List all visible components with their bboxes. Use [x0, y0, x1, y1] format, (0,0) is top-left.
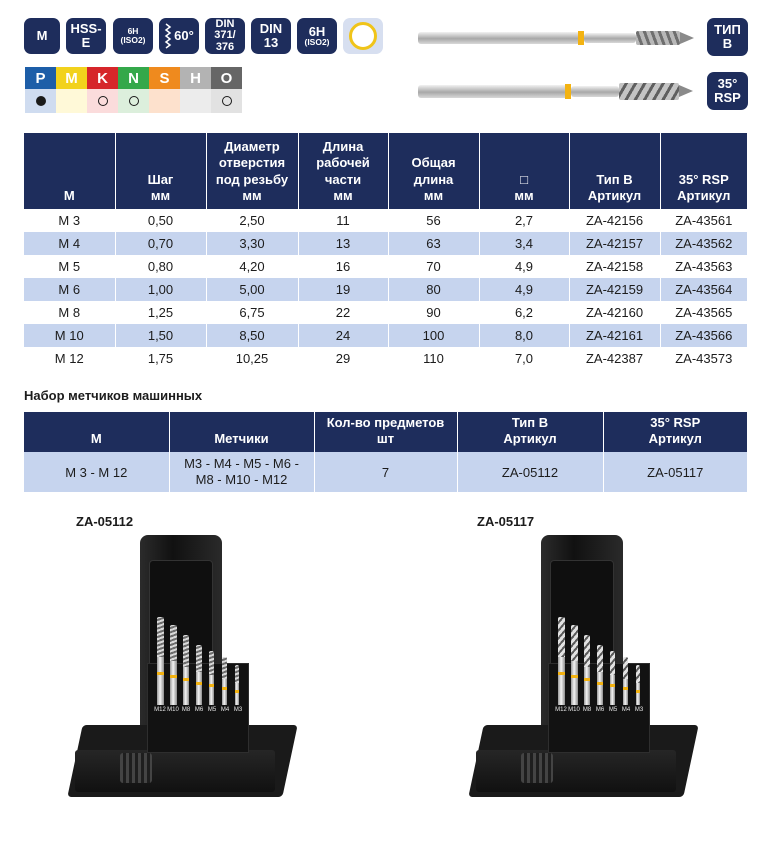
thread-angle-badge — [159, 18, 199, 54]
tap-thread — [157, 617, 164, 657]
header-line: мм — [423, 187, 444, 203]
tap-ring — [157, 672, 164, 675]
tap-shank — [170, 661, 177, 705]
column-header — [660, 133, 747, 209]
tap-shank — [584, 667, 590, 705]
tap-shank — [157, 657, 164, 705]
tap-ring — [610, 684, 615, 687]
tap-ring — [636, 690, 640, 693]
tap-m10 — [571, 625, 578, 705]
tap-m5 — [610, 651, 615, 705]
header-line: M — [90, 430, 102, 446]
table-cell: ZA-43563 — [675, 259, 733, 274]
header-line: Шаг — [147, 171, 174, 187]
table-cell: 6,2 — [479, 301, 569, 324]
column-header — [115, 133, 206, 209]
tolerance-badge-2 — [297, 18, 337, 54]
case-label-type-b: ZA-05112 — [76, 514, 134, 529]
thread-type-badge — [24, 18, 60, 54]
table-cell: 2,7 — [479, 209, 569, 232]
tap-ring — [170, 675, 177, 678]
case-label-rsp: ZA-05117 — [477, 514, 535, 529]
column-header — [388, 133, 479, 209]
badge-text: E — [81, 35, 91, 50]
header-line: шт — [376, 430, 395, 446]
table-header-row — [24, 133, 747, 209]
table-row — [24, 209, 747, 232]
material-letter-m: M — [56, 67, 87, 89]
tap-shank — [209, 675, 214, 705]
material-suitability-p — [25, 89, 56, 113]
table-cell: ZA-43573 — [675, 351, 733, 366]
table-cell: 29 — [298, 347, 388, 370]
case-latch — [120, 753, 152, 783]
table-cell: ZA-43561 — [675, 213, 733, 228]
table-cell: 110 — [388, 347, 479, 370]
header-line: отверстия — [218, 155, 286, 171]
header-line: Артикул — [648, 430, 702, 446]
header-line: части — [324, 171, 362, 187]
table-cell: 4,9 — [479, 278, 569, 301]
tap-thread — [623, 657, 628, 679]
table-row — [24, 255, 747, 278]
header-line: мм — [514, 187, 534, 203]
badge-text: HSS- — [70, 21, 102, 37]
header-line: Артикул — [503, 430, 557, 446]
type-b-badge — [707, 18, 748, 56]
material-suitability-m — [56, 89, 87, 113]
table-row — [24, 347, 747, 370]
tap-type-b-image — [418, 28, 690, 50]
table-cell: ZA-42159 — [569, 278, 660, 301]
tap-m8 — [584, 635, 590, 705]
table-cell: ZA-05112 — [457, 452, 603, 492]
tap-size-label: M5 — [608, 707, 618, 713]
table-cell: 10,25 — [206, 347, 298, 370]
tap-ring — [222, 687, 227, 690]
tap-thread — [597, 645, 603, 672]
tap-m12 — [157, 617, 164, 705]
column-header — [457, 412, 603, 452]
header-line: 35° RSP — [650, 414, 701, 430]
table-cell: ZA-42161 — [569, 324, 660, 347]
tap-thread — [610, 651, 615, 675]
header-line: длина — [413, 171, 454, 187]
tap-set-case-rsp — [476, 535, 691, 825]
tap-m8 — [183, 635, 189, 705]
badge-text: DIN — [259, 21, 283, 37]
table-row — [24, 452, 747, 492]
badge-text: (ISO2) — [304, 37, 330, 48]
badge-text: B — [722, 36, 733, 51]
hollow-circle-icon — [222, 96, 232, 106]
table-cell: 22 — [298, 301, 388, 324]
case-front — [75, 750, 275, 792]
table-cell: 1,00 — [115, 278, 206, 301]
tap-shank — [183, 667, 189, 705]
tap-ring — [584, 678, 590, 681]
section-title: Набор метчиков машинных — [24, 388, 203, 403]
table-cell: 6,75 — [206, 301, 298, 324]
table-cell: 2,50 — [206, 209, 298, 232]
tap-size-label: M4 — [621, 707, 631, 713]
table-cell: M 6 — [24, 278, 115, 301]
table-cell: M 12 — [24, 347, 115, 370]
tap-m4 — [222, 657, 227, 705]
table-cell: 4,9 — [479, 255, 569, 278]
column-header — [206, 133, 298, 209]
tap-thread — [222, 657, 227, 679]
material-suitability-s — [149, 89, 180, 113]
tap-specs-table — [24, 133, 747, 370]
material-letter-o: O — [211, 67, 242, 89]
column-header — [603, 412, 747, 452]
hollow-circle-icon — [129, 96, 139, 106]
header-line: мм — [333, 187, 353, 203]
tap-size-label: M12 — [555, 707, 567, 713]
header-line: под резьбу — [215, 171, 289, 187]
column-header — [569, 133, 660, 209]
material-hsse-badge — [66, 18, 106, 54]
badge-text: 376 — [215, 40, 235, 53]
header-line: Общая — [411, 155, 456, 171]
tap-shank — [558, 657, 565, 705]
table-cell: 3,4 — [479, 232, 569, 255]
table-cell: ZA-42158 — [569, 255, 660, 278]
column-header — [24, 133, 115, 209]
material-letter-n: N — [118, 67, 149, 89]
tap-thread — [196, 645, 202, 672]
table-cell: M3 - M4 - M5 - M6 - M8 - M10 - M12 — [169, 452, 314, 492]
tap-rsp-image — [418, 80, 690, 104]
table-cell: 90 — [388, 301, 479, 324]
badge-text: 35° — [717, 76, 738, 92]
tap-size-label: M6 — [194, 707, 204, 713]
table-cell: M 10 — [24, 324, 115, 347]
tap-ring — [571, 675, 578, 678]
table-cell: M 3 — [24, 209, 115, 232]
table-cell: 7 — [314, 452, 457, 492]
iso-ring-badge — [343, 18, 383, 54]
table-cell: M 8 — [24, 301, 115, 324]
table-body — [24, 209, 747, 370]
table-cell: 0,80 — [115, 255, 206, 278]
table-cell: 1,25 — [115, 301, 206, 324]
tap-shank — [623, 679, 628, 705]
tap-ring — [597, 682, 603, 685]
table-cell: ZA-42156 — [569, 209, 660, 232]
tap-size-label: M12 — [154, 707, 166, 713]
badge-text: RSP — [714, 90, 741, 105]
table-row — [24, 278, 747, 301]
badge-text: 13 — [263, 35, 279, 50]
tap-set-case-type-b — [75, 535, 290, 825]
table-cell: ZA-43562 — [660, 232, 747, 255]
tap-size-label: M10 — [167, 707, 179, 713]
table-cell: 1,50 — [115, 324, 206, 347]
tap-ring — [235, 690, 239, 693]
table-cell: 7,0 — [479, 347, 569, 370]
badge-text: 60° — [174, 28, 194, 44]
badge-text: 6H — [308, 23, 326, 39]
material-suitability-grid — [25, 67, 243, 113]
tap-thread — [636, 665, 640, 683]
case-latch — [521, 753, 553, 783]
header-line: Диаметр — [224, 139, 280, 154]
table-cell: 63 — [388, 232, 479, 255]
badge-text: M — [36, 28, 48, 44]
filled-circle-icon — [36, 96, 46, 106]
material-letter-s: S — [149, 67, 180, 89]
header-line: M — [63, 187, 75, 203]
tap-m4 — [623, 657, 628, 705]
table-cell: M 4 — [24, 232, 115, 255]
tap-size-label: M8 — [582, 707, 592, 713]
header-line: □ — [520, 171, 528, 187]
table-cell: 13 — [298, 232, 388, 255]
table-cell: 16 — [298, 255, 388, 278]
tap-shank — [196, 672, 202, 705]
tap-m12 — [558, 617, 565, 705]
header-line: рабочей — [316, 155, 370, 171]
header-line: Артикул — [587, 187, 642, 203]
table-cell: 5,00 — [206, 278, 298, 301]
header-line: Артикул — [677, 187, 731, 203]
column-header — [169, 412, 314, 452]
table-cell: ZA-42160 — [569, 301, 660, 324]
column-header — [479, 133, 569, 209]
tap-thread — [584, 635, 590, 667]
column-header — [314, 412, 457, 452]
table-cell: ZA-05117 — [603, 452, 747, 492]
table-cell: ZA-42157 — [569, 232, 660, 255]
tap-ring — [623, 687, 628, 690]
header-line: мм — [242, 187, 262, 203]
tap-size-label: M3 — [233, 707, 243, 713]
table-cell: 8,0 — [479, 324, 569, 347]
column-header — [24, 412, 169, 452]
rsp-badge — [707, 72, 748, 110]
table-cell: ZA-43565 — [675, 305, 733, 320]
table-cell: 8,50 — [206, 324, 298, 347]
table-cell: 24 — [298, 324, 388, 347]
tolerance-badge — [113, 18, 153, 54]
tap-size-label: M6 — [595, 707, 605, 713]
tap-set-table — [24, 412, 747, 492]
header-line: Тип B — [511, 414, 549, 430]
table-row — [24, 232, 747, 255]
badge-text: (ISO2) — [120, 35, 146, 45]
badge-text: 6H — [127, 26, 139, 37]
table-cell: ZA-43564 — [660, 278, 747, 301]
badge-text: ТИП — [714, 22, 741, 38]
material-suitability-n — [118, 89, 149, 113]
header-line: Кол-во предметов — [326, 414, 445, 430]
tap-shank — [610, 675, 615, 705]
material-suitability-h — [180, 89, 211, 113]
tap-shank — [571, 661, 578, 705]
table-cell: M 3 - M 12 — [24, 452, 169, 492]
tap-ring — [209, 684, 214, 687]
table-cell: 4,20 — [206, 255, 298, 278]
tap-shank — [222, 679, 227, 705]
table-cell: 19 — [298, 278, 388, 301]
tap-shank — [597, 672, 603, 705]
table-cell: M 5 — [24, 255, 115, 278]
tap-size-label: M10 — [568, 707, 580, 713]
tap-thread — [235, 665, 239, 683]
tap-shank — [636, 683, 640, 705]
table-row — [24, 301, 747, 324]
header-line: мм — [150, 187, 171, 203]
table-cell: 3,30 — [206, 232, 298, 255]
badge-text: 371/ — [214, 29, 236, 42]
tap-thread — [183, 635, 189, 667]
tap-thread — [571, 625, 578, 661]
material-letter-k: K — [87, 67, 118, 89]
tap-m3 — [235, 665, 239, 705]
table-cell: 0,70 — [115, 232, 206, 255]
table-cell: ZA-42387 — [569, 347, 660, 370]
header-line: Метчики — [214, 430, 269, 446]
tap-m10 — [170, 625, 177, 705]
table-cell: ZA-43566 — [660, 324, 747, 347]
case-front — [476, 750, 676, 792]
tap-size-label: M5 — [207, 707, 217, 713]
material-letter-h: H — [180, 67, 211, 89]
hollow-circle-icon — [98, 96, 108, 106]
tap-m6 — [196, 645, 202, 705]
tap-size-label: M4 — [220, 707, 230, 713]
material-suitability-row — [25, 89, 243, 113]
table-cell: 70 — [388, 255, 479, 278]
tap-size-label: M3 — [634, 707, 644, 713]
tap-m6 — [597, 645, 603, 705]
badge-text: DIN — [215, 17, 235, 30]
din-13-badge — [251, 18, 291, 54]
header-line: Тип B — [596, 171, 633, 187]
table-cell: 56 — [388, 209, 479, 232]
tap-ring — [183, 678, 189, 681]
tap-m5 — [209, 651, 214, 705]
table-row — [24, 324, 747, 347]
material-suitability-k — [87, 89, 118, 113]
material-letters-row — [25, 67, 243, 89]
tap-thread — [558, 617, 565, 657]
column-header — [298, 133, 388, 209]
table-cell: 80 — [388, 278, 479, 301]
tap-thread — [170, 625, 177, 661]
table-cell: 100 — [388, 324, 479, 347]
material-letter-p: P — [25, 67, 56, 89]
yellow-ring-icon — [349, 22, 377, 50]
material-suitability-o — [211, 89, 242, 113]
tap-shank — [235, 683, 239, 705]
thread-profile-icon — [164, 23, 172, 49]
din-371-badge — [205, 18, 245, 54]
tap-m3 — [636, 665, 640, 705]
tap-size-label: M8 — [181, 707, 191, 713]
table-cell: 11 — [298, 209, 388, 232]
table-header-row — [24, 412, 747, 452]
tap-ring — [196, 682, 202, 685]
table-cell: 0,50 — [115, 209, 206, 232]
table-cell: 1,75 — [115, 347, 206, 370]
tap-thread — [209, 651, 214, 675]
header-line: Длина — [322, 139, 364, 154]
tap-ring — [558, 672, 565, 675]
header-line: 35° RSP — [678, 171, 729, 187]
